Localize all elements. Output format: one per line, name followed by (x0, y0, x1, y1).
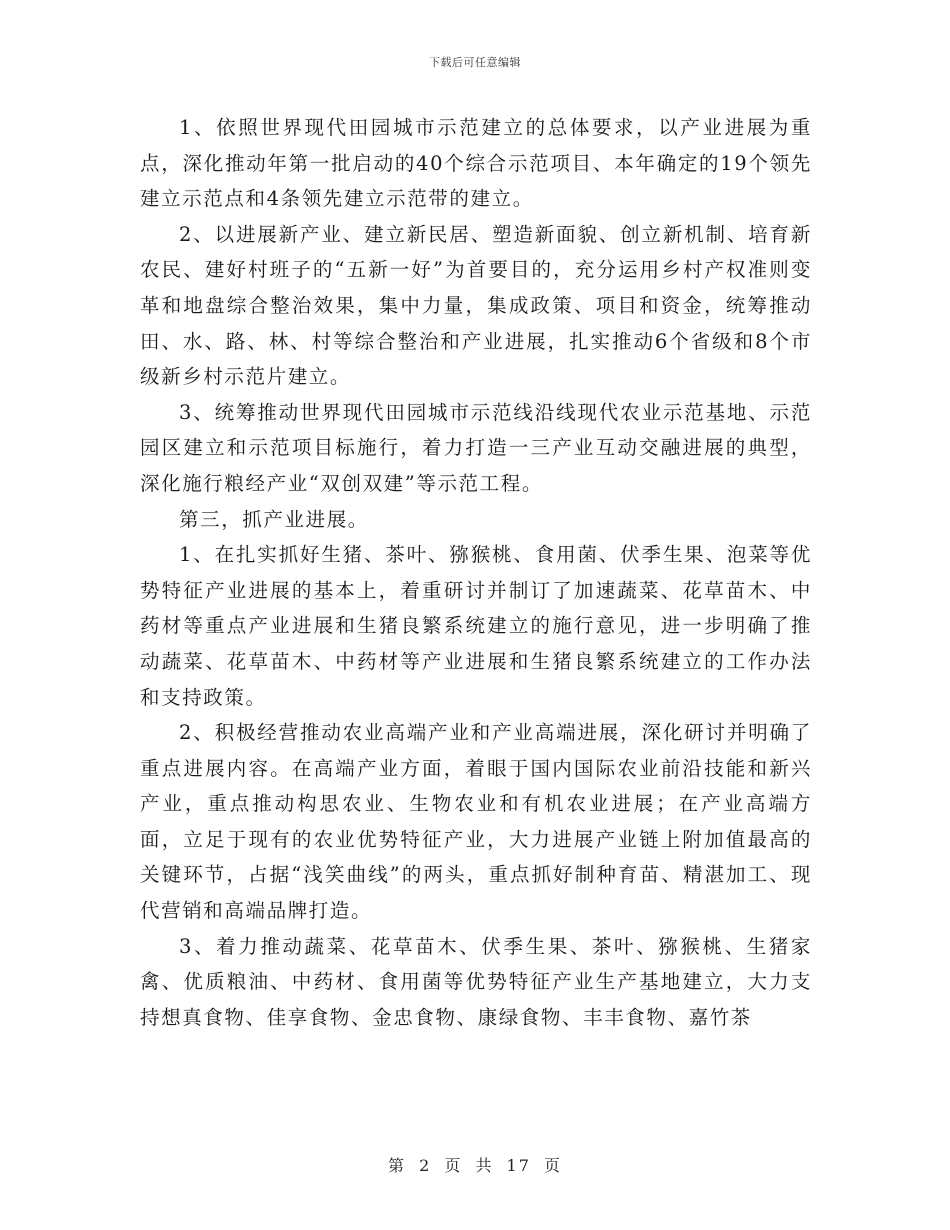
paragraph: 3、着力推动蔬菜、花草苗木、伏季生果、茶叶、猕猴桃、生猪家禽、优质粮油、中药材、食用菌等优势特征产业生产基地建立，大力支持想真食物、佳享食物、金忠食物、康绿食物、丰丰食物、嘉竹茶 (140, 934, 812, 1029)
paragraph: 3、统筹推动世界现代田园城市示范线沿线现代农业示范基地、示范园区建立和示范项目标施行，着力打造一三产业互动交融进展的典型，深化施行粮经产业“双创双建”等示范工程。 (140, 400, 812, 495)
page-number-footer: 第 2 页 共 17 页 (388, 1156, 562, 1175)
paragraph: 2、以进展新产业、建立新民居、塑造新面貌、创立新机制、培育新农民、建好村班子的“五新一好”为首要目的，充分运用乡村产权准则变革和地盘综合整治效果，集中力量，集成政策、项目和资金，统筹推动田、水、路、林、村等综合整治和产业进展，扎实推动6个省级和8个市级新乡村示范片建立。 (140, 222, 812, 389)
paragraph: 1、依照世界现代田园城市示范建立的总体要求，以产业进展为重点，深化推动年第一批启动的40个综合示范项目、本年确定的19个领先建立示范点和4条领先建立示范带的建立。 (140, 116, 812, 211)
paragraph: 1、在扎实抓好生猪、茶叶、猕猴桃、食用菌、伏季生果、泡菜等优势特征产业进展的基本上，着重研讨并制订了加速蔬菜、花草苗木、中药材等重点产业进展和生猪良繁系统建立的施行意见，进一步明确了推动蔬菜、花草苗木、中药材等产业进展和生猪良繁系统建立的工作办法和支持政策。 (140, 543, 812, 709)
section-heading: 第三，抓产业进展。 (179, 507, 369, 531)
document-body (140, 110, 812, 1035)
page-header: 下载后可任意编辑 (429, 56, 521, 69)
paragraph: 2、积极经营推动农业高端产业和产业高端进展，深化研讨并明确了重点进展内容。在高端产业方面，着眼于国内国际农业前沿技能和新兴产业，重点推动构思农业、生物农业和有机农业进展；在产业高端方面，立足于现有的农业优势特征产业，大力进展产业链上附加值最高的关键环节，占据“浅笑曲线”的两头，重点抓好制种育苗、精湛加工、现代营销和高端品牌打造。 (140, 721, 812, 923)
